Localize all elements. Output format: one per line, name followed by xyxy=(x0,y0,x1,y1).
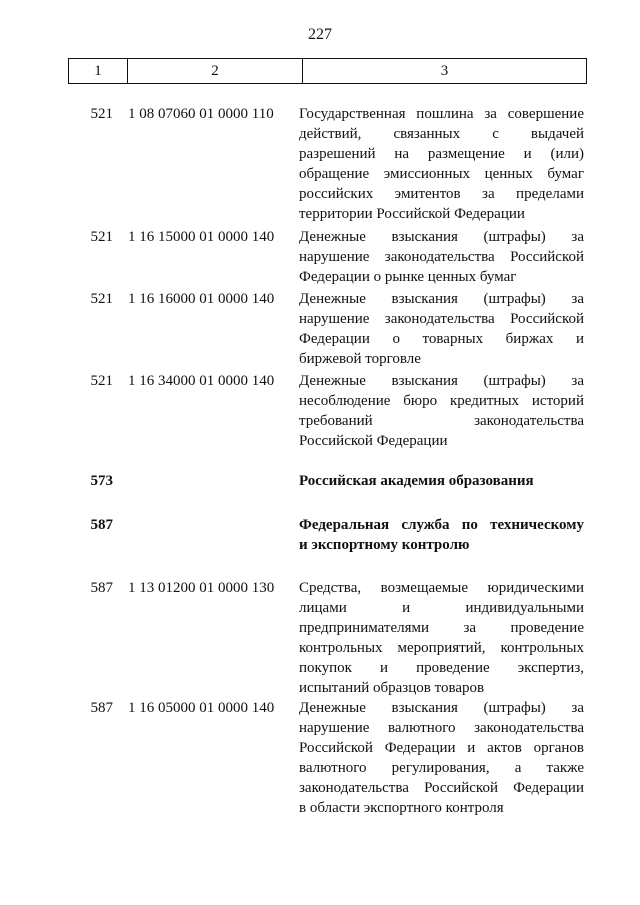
description-line: Денежные взыскания (штрафы) за xyxy=(299,700,584,716)
page-number: 227 xyxy=(308,26,332,43)
header-col-3: 3 xyxy=(440,62,449,79)
budget-code: 1 16 05000 01 0000 140 xyxy=(128,700,275,716)
description-line: требований законодательства xyxy=(299,413,584,429)
description-line: Денежные взыскания (штрафы) за xyxy=(299,291,584,307)
admin-code: 521 xyxy=(90,373,113,389)
description-line: испытаний образцов товаров xyxy=(299,680,485,696)
description-line: законодательства Российской Федерации xyxy=(299,780,584,796)
description-line: территории Российской Федерации xyxy=(299,206,525,222)
description-line: обращение эмиссионных ценных бумаг xyxy=(299,166,584,182)
description-line: Денежные взыскания (штрафы) за xyxy=(299,229,584,245)
header-col-1: 1 xyxy=(69,59,128,83)
header-col-2: 2 xyxy=(128,59,303,83)
description-line: валютного регулирования, а также xyxy=(299,760,584,776)
description-line: контрольных мероприятий, контрольных xyxy=(299,640,584,656)
description-line: разрешений на размещение и (или) xyxy=(299,146,584,162)
admin-code: 587 xyxy=(90,700,113,716)
description xyxy=(299,371,584,451)
table-header xyxy=(68,58,587,84)
description-line: действий, связанных с выдачей xyxy=(299,126,584,142)
budget-code: 1 08 07060 01 0000 110 xyxy=(128,106,274,122)
description xyxy=(299,104,584,224)
description-line: Государственная пошлина за совершение xyxy=(299,106,584,122)
description-line: и экспортному контролю xyxy=(299,537,470,553)
admin-code: 521 xyxy=(90,106,113,122)
admin-code: 587 xyxy=(90,580,113,596)
description xyxy=(299,289,584,369)
description-line: несоблюдение бюро кредитных историй xyxy=(299,393,584,409)
description xyxy=(299,578,584,698)
description-line: Федерации о рынке ценных бумаг xyxy=(299,269,517,285)
description-line: нарушение законодательства Российской xyxy=(299,249,584,265)
description-line: Российская академия образования xyxy=(299,473,534,489)
description-line: предпринимателями за проведение xyxy=(299,620,584,636)
description-line: Федерации о товарных биржах и xyxy=(299,331,584,347)
section-title xyxy=(299,515,584,555)
admin-code: 521 xyxy=(90,229,113,245)
description-line: нарушение законодательства Российской xyxy=(299,311,584,327)
description xyxy=(299,227,584,287)
budget-code: 1 16 15000 01 0000 140 xyxy=(128,229,275,245)
description-line: Денежные взыскания (штрафы) за xyxy=(299,373,584,389)
budget-code: 1 16 16000 01 0000 140 xyxy=(128,291,275,307)
description-line: биржевой торговле xyxy=(299,351,421,367)
description-line: российских эмитентов за пределами xyxy=(299,186,584,202)
description-line: лицами и индивидуальными xyxy=(299,600,584,616)
budget-code: 1 13 01200 01 0000 130 xyxy=(128,580,275,596)
description-line: нарушение валютного законодательства xyxy=(299,720,584,736)
admin-code: 587 xyxy=(90,517,113,533)
description-line: покупок и проведение экспертиз, xyxy=(299,660,584,676)
section-title xyxy=(299,471,584,491)
description-line: Российской Федерации xyxy=(299,433,448,449)
admin-code: 521 xyxy=(90,291,113,307)
description-line: в области экспортного контроля xyxy=(299,800,504,816)
description-line: Российской Федерации и актов органов xyxy=(299,740,584,756)
budget-code: 1 16 34000 01 0000 140 xyxy=(128,373,275,389)
description-line: Средства, возмещаемые юридическими xyxy=(299,580,584,596)
description xyxy=(299,698,584,818)
admin-code: 573 xyxy=(90,473,113,489)
description-line: Федеральная служба по техническому xyxy=(299,517,584,533)
